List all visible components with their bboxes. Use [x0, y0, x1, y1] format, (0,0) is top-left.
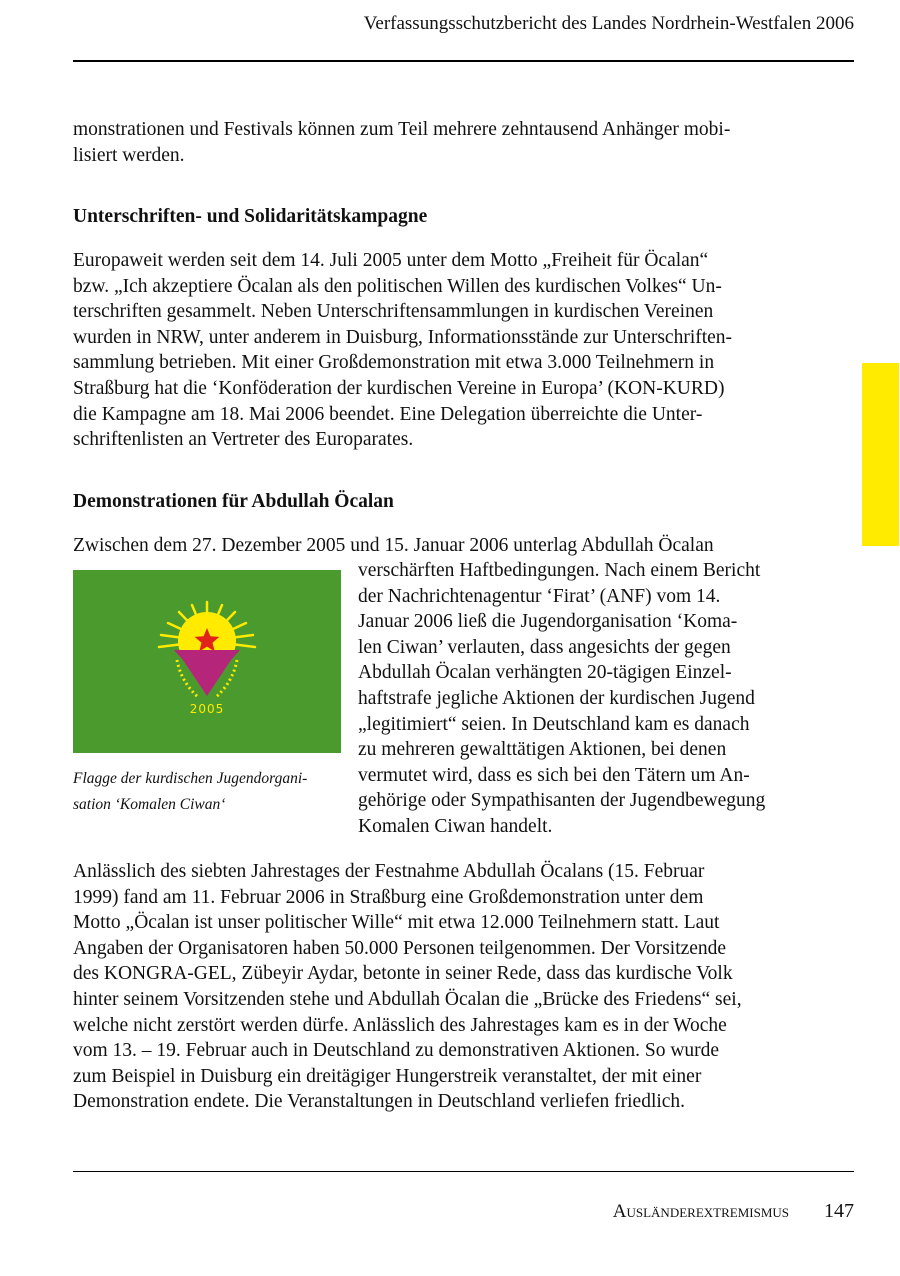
text-line: schriftenlisten an Vertreter des Europarates. [73, 429, 414, 451]
header-rule [73, 60, 854, 62]
text-line: Abdullah Öcalan verhängten 20-tägigen Einzel- [358, 662, 732, 684]
text-line: vom 13. – 19. Februar auch in Deutschland zu demonstrativen Aktionen. So wurde [73, 1040, 720, 1062]
flag-year: 2005 [189, 702, 225, 716]
text-line: der Nachrichtenagentur ‘Firat’ (ANF) vom 14. [358, 585, 721, 607]
text-line: Zwischen dem 27. Dezember 2005 und 15. Januar 2006 unterlag Abdullah Öcalan [73, 535, 714, 556]
text-line: die Kampagne am 18. Mai 2006 beendet. Eine Delegation überreichte die Unter- [73, 403, 703, 425]
text-line: Straßburg hat die ‘Konföderation der kurdischen Vereine in Europa’ (KON-KURD) [73, 377, 725, 399]
footer-section-title: Ausländerextremismus [612, 1201, 789, 1222]
text-line: haftstrafe jegliche Aktionen der kurdischen Jugend [358, 687, 755, 709]
caption-line: Flagge der kurdischen Jugendorgani- [73, 770, 308, 787]
text-line: „legitimiert“ seien. In Deutschland kam es danach [358, 713, 750, 735]
text-line: zu mehreren gewalttätigen Aktionen, bei denen [358, 739, 727, 761]
text-line: zum Beispiel in Duisburg ein dreitägiger Hungerstreik veranstaltet, der mit einer [73, 1065, 702, 1087]
demonstrations-first-line [73, 533, 818, 559]
wrapped-paragraph [358, 558, 818, 840]
page-number: 147 [824, 1200, 854, 1222]
text-line: terschriften gesammelt. Neben Unterschriftensammlungen in kurdischen Vereinen [73, 301, 714, 323]
figure-caption [73, 766, 343, 817]
text-line: Motto „Öcalan ist unser politischer Wille“ mit etwa 12.000 Teilnehmern statt. Laut [73, 912, 720, 934]
text-line: vermutet wird, dass es sich bei den Tätern um An- [358, 764, 750, 786]
text-line: sammlung betrieben. Mit einer Großdemonstration mit etwa 3.000 Teilnehmern in [73, 352, 715, 374]
footer-rule [73, 1171, 854, 1172]
running-header: Verfassungsschutzbericht des Landes Nordrhein-Westfalen 2006 [363, 13, 854, 34]
intro-paragraph [73, 117, 818, 168]
chapter-marker-tab [862, 363, 899, 546]
text-line: Anlässlich des siebten Jahrestages der Festnahme Abdullah Öcalans (15. Februar [73, 861, 705, 882]
komalen-ciwan-flag-image [73, 570, 341, 753]
text-line: Januar 2006 ließ die Jugendorganisation ‘Koma- [358, 611, 738, 633]
text-line: len Ciwan’ verlauten, dass angesichts der gegen [358, 636, 731, 658]
section-heading: Demonstrationen für Abdullah Öcalan [73, 491, 394, 512]
section-heading: Unterschriften- und Solidaritätskampagne [73, 206, 428, 227]
anniversary-paragraph [73, 859, 818, 1115]
text-line: Komalen Ciwan handelt. [358, 815, 553, 837]
text-line: welche nicht zerstört werden dürfe. Anlässlich des Jahrestages kam es in der Woche [73, 1014, 727, 1036]
text-line: Demonstration endete. Die Veranstaltungen in Deutschland verliefen friedlich. [73, 1091, 686, 1113]
campaign-paragraph [73, 248, 818, 453]
text-line: Angaben der Organisatoren haben 50.000 Personen teilgenommen. Der Vorsitzende [73, 937, 727, 959]
text-line: lisiert werden. [73, 144, 185, 166]
text-line: bzw. „Ich akzeptiere Öcalan als den politischen Willen des kurdischen Volkes“ Un- [73, 275, 722, 297]
text-line: des KONGRA-GEL, Zübeyir Aydar, betonte in seiner Rede, dass das kurdische Volk [73, 963, 733, 985]
text-line: verschärften Haftbedingungen. Nach einem Bericht [358, 560, 761, 581]
text-line: monstrationen und Festivals können zum Teil mehrere zehntausend Anhänger mobi- [73, 119, 731, 140]
text-line: Europaweit werden seit dem 14. Juli 2005 unter dem Motto „Freiheit für Öcalan“ [73, 250, 709, 271]
text-line: 1999) fand am 11. Februar 2006 in Straßburg eine Großdemonstration unter dem [73, 886, 704, 908]
text-line: hinter seinem Vorsitzenden stehe und Abdullah Öcalan die „Brücke des Friedens“ sei, [73, 988, 742, 1010]
caption-line: sation ‘Komalen Ciwan‘ [73, 795, 226, 813]
text-line: wurden in NRW, unter anderem in Duisburg, Informationsstände zur Unterschriften- [73, 326, 733, 348]
text-line: gehörige oder Sympathisanten der Jugendbewegung [358, 790, 766, 812]
